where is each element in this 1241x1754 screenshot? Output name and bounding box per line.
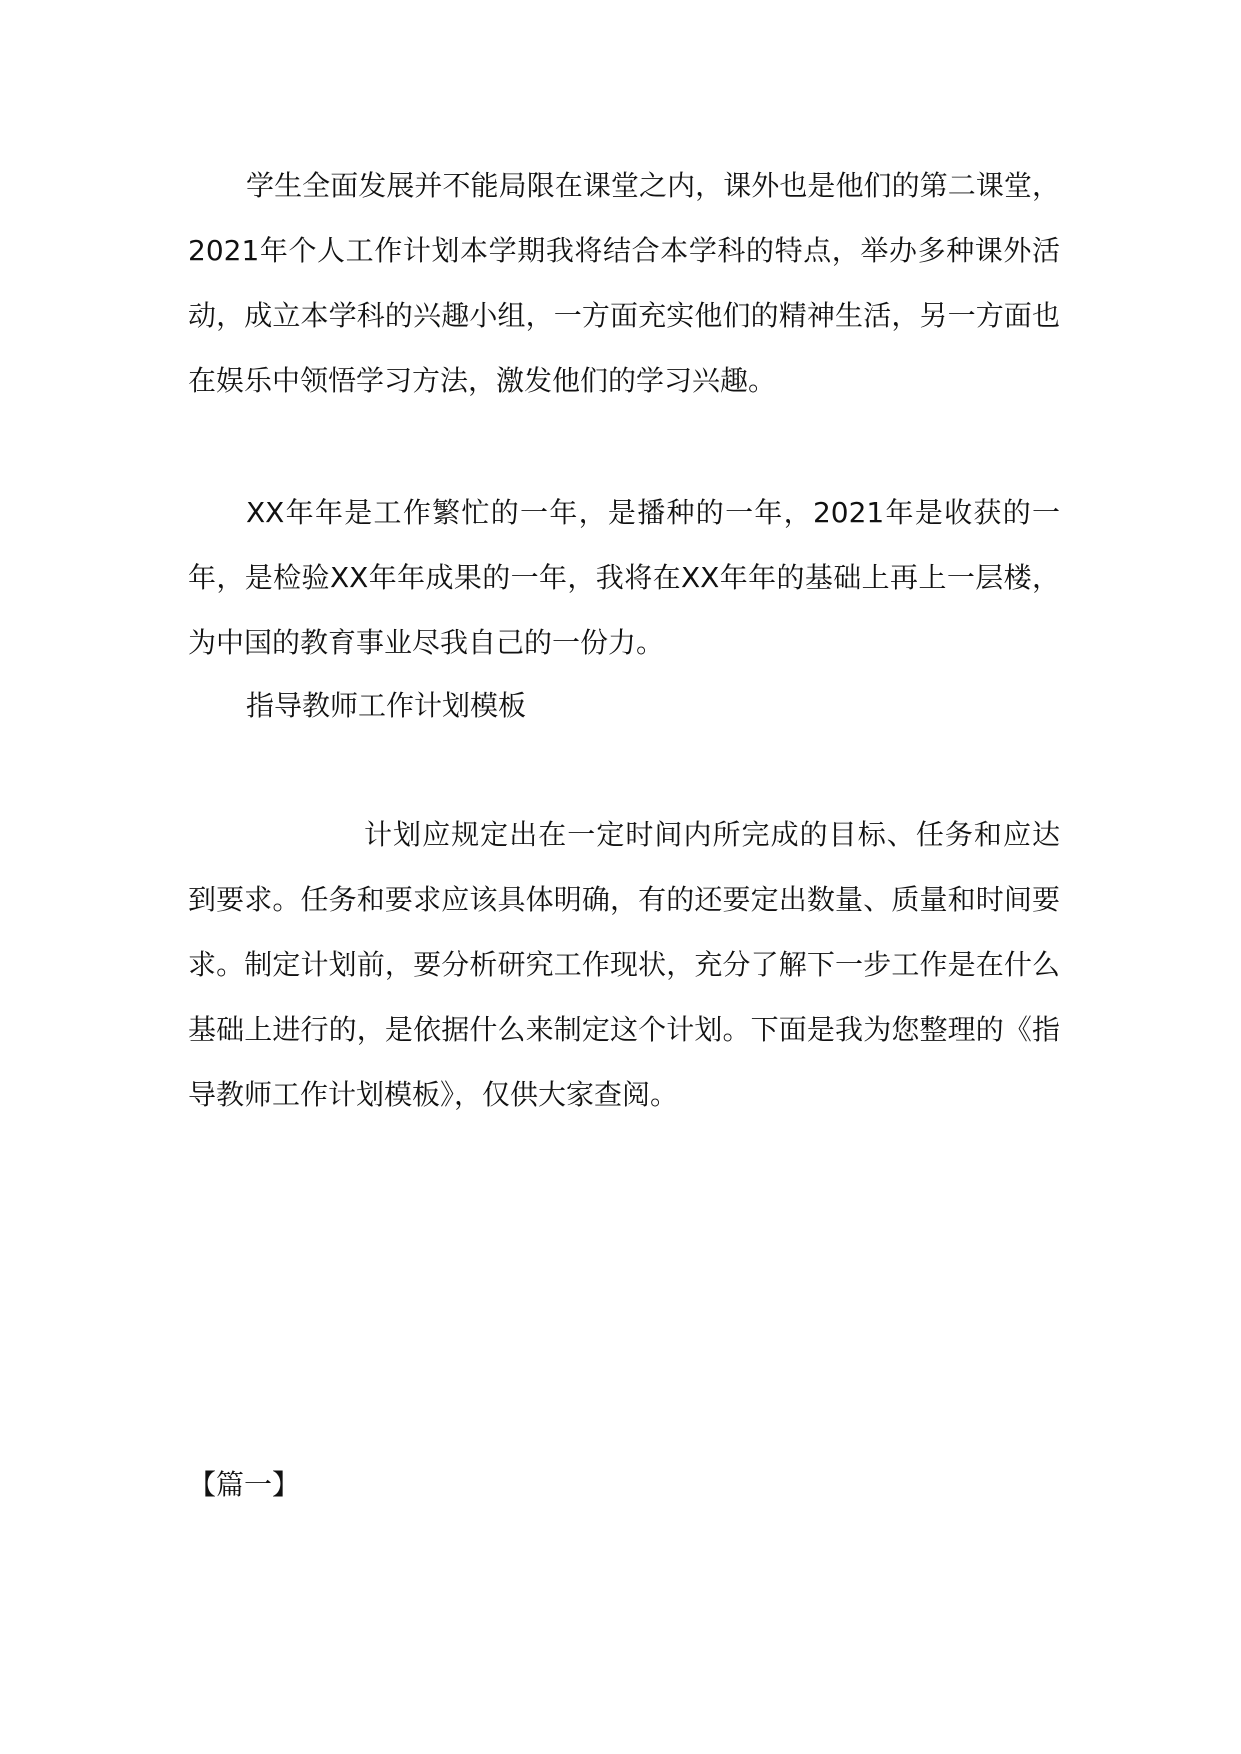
section-title: 指导教师工作计划模板	[246, 689, 527, 722]
paragraph-year-summary: XX年年是工作繁忙的一年，是播种的一年，2021年是收获的一年，是检验XX年年成果的一年，我将在XX年年的基础上再上一层楼，为中国的教育事业尽我自己的一份力。	[188, 496, 1060, 659]
paragraph-extracurricular: 学生全面发展并不能局限在课堂之内，课外也是他们的第二课堂，2021年个人工作计划本学期我将结合本学科的特点，举办多种课外活动，成立本学科的兴趣小组，一方面充实他们的精神生活，另一方面也在娱乐中领悟学习方法，激发他们的学习兴趣。	[188, 169, 1060, 397]
paragraph-plan-intro: 计划应规定出在一定时间内所完成的目标、任务和应达到要求。任务和要求应该具体明确，有的还要定出数量、质量和时间要求。制定计划前，要分析研究工作现状，充分了解下一步工作是在什么基础上进行的，是依据什么来制定这个计划。下面是我为您整理的《指导教师工作计划模板》，仅供大家查阅。	[188, 818, 1060, 1111]
chapter-heading: 【篇一】	[188, 1468, 301, 1501]
